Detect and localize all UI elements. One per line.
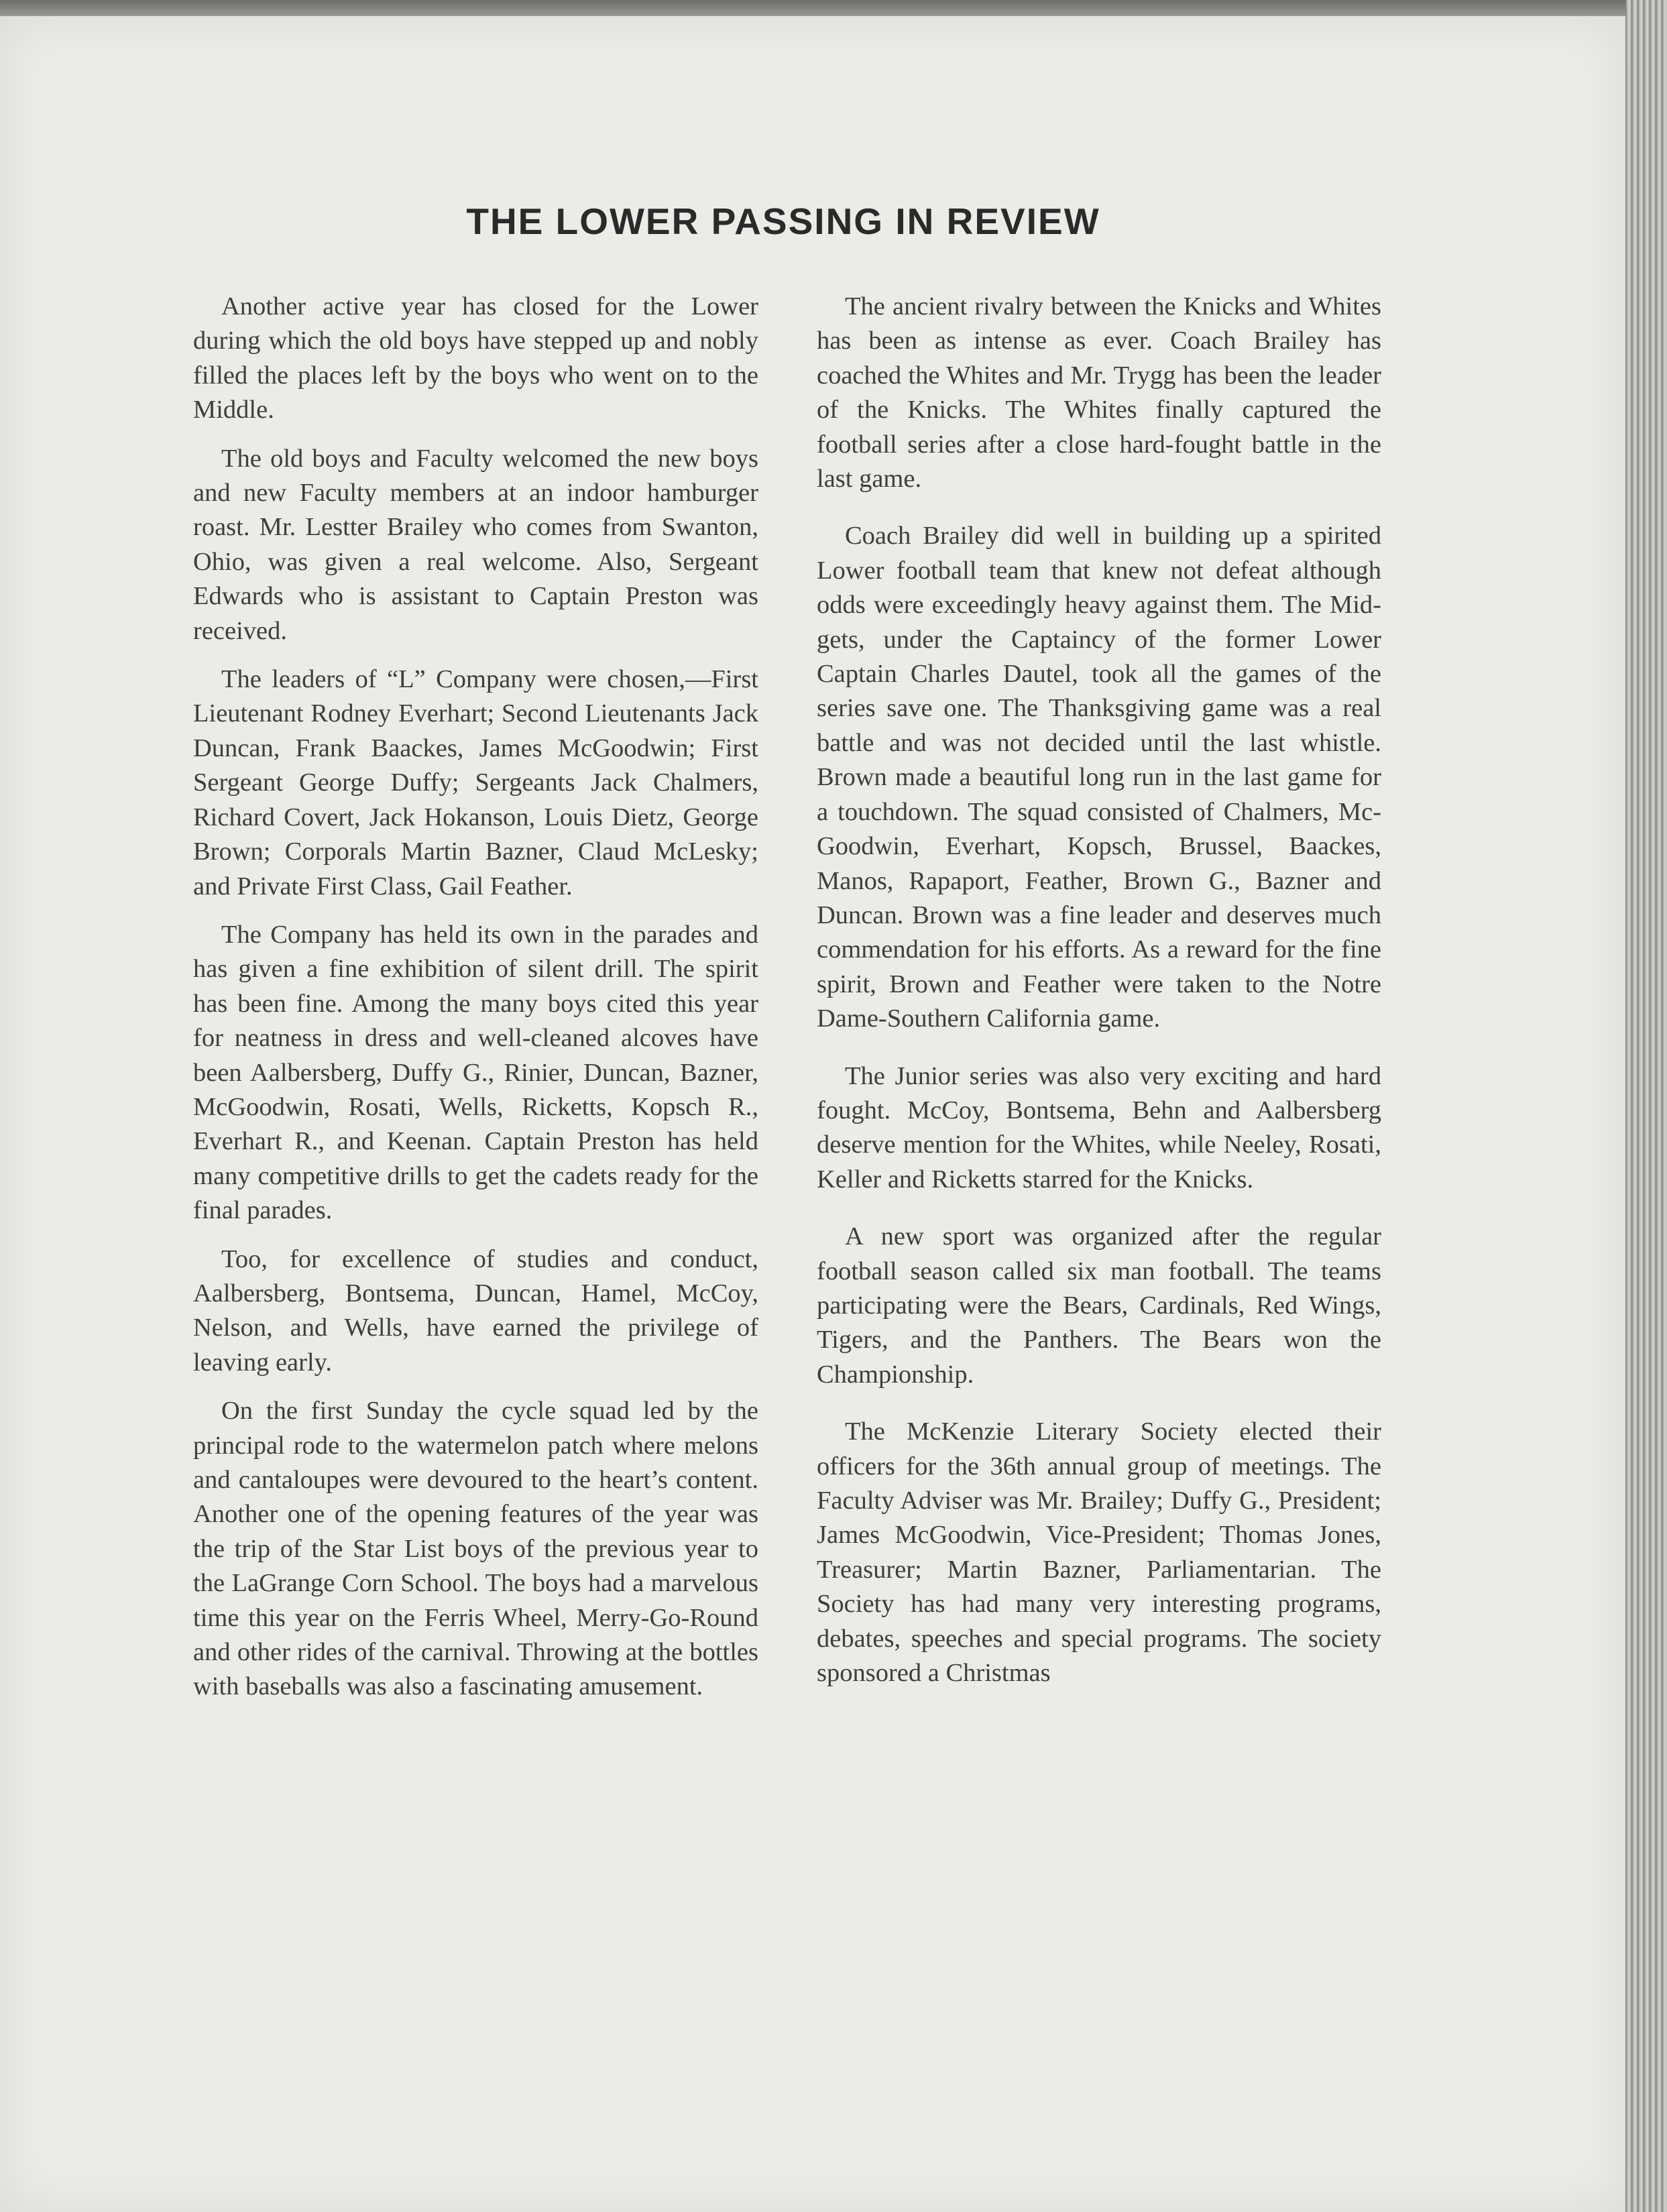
paragraph-company-drill: The Company has held its own in the parades and has given a fine exhibition of silent drill. The spirit has been fine. Among the many boys cited this year for neatness in dress and well-cleaned alcoves have been Aalbersberg, Duffy G., Rinier, Duncan, Bazner, McGoodwin, Rosati, Wells, Ricketts, Kopsch R., Everhart R., and Keenan. Captain Preston has held many competitive drills to get the cadets ready for the final parades. xyxy=(193,920,758,1225)
paragraph-six-man-football: A new sport was organized after the regular football season called six man football. The teams participating were the Bears, Cardinals, Red Wings, Tigers, and the Panthers. The Bears won the Championship. xyxy=(817,1222,1381,1389)
paragraph-hamburger-roast: The old boys and Faculty welcomed the new boys and new Faculty members at an indoor hamburger roast. Mr. Lestter Brailey who comes from Swanton, Ohio, was given a real welcome. Also, Sergeant Edwards who is assistant to Captain Preston was received. xyxy=(193,444,758,645)
right-column xyxy=(817,290,1381,1713)
page-title: THE LOWER PASSING IN REVIEW xyxy=(466,200,1100,242)
paragraph-welcome: Another active year has closed for the Lower during which the old boys have stepped up and nobly filled the places left by the boys who went on to the Middle. xyxy=(193,292,758,424)
page-stack-edge xyxy=(1625,0,1667,2212)
document-page xyxy=(0,16,1625,2212)
paragraph-rivalry: The ancient rivalry between the Knicks and Whites has been as intense as ever. Coach Brailey has coached the Whites and Mr. Trygg has been the leader of the Knicks. The Whites finally captured the football series after a close hard-fought battle in the last game. xyxy=(817,292,1381,493)
left-column xyxy=(193,290,758,1719)
paragraph-company-leaders: The leaders of “L” Company were chosen,—First Lieutenant Rodney Everhart; Second Lieutenants Jack Duncan, Frank Baackes, James McGoodwin; First Sergeant George Duffy; Sergeants Jack Chalmers, Richard Covert, Jack Hokanson, Louis Dietz, George Brown; Corporals Martin Bazner, Claud McLesky; and Private First Class, Gail Feather. xyxy=(193,665,758,900)
paragraph-literary-society: The McKenzie Literary Society elected their officers for the 36th annual group of meetings. The Faculty Adviser was Mr. Brailey; Duffy G., President; James McGoodwin, Vice-President; Thomas Jones, Treasurer; Martin Bazner, Parliamentarian. The Society has had many very interesting programs, debates, speeches and special programs. The society sponsored a Christmas xyxy=(817,1417,1381,1688)
paragraph-excellence: Too, for excellence of studies and conduct, Aalbersberg, Bontsema, Duncan, Hamel, McCoy, Nelson, and Wells, have earned the privilege of leaving early. xyxy=(193,1244,758,1377)
paragraph-football-team: Coach Brailey did well in building up a spirited Lower football team that knew not defeat although odds were exceedingly heavy against them. The Midgets, under the Captaincy of the former Lower Captain Charles Dautel, took all the games of the series save one. The Thanksgiving game was a real battle and was not decided until the last whistle. Brown made a beautiful long run in the last game for a touchdown. The squad consisted of Chalmers, McGoodwin, Everhart, Kopsch, Brussel, Baackes, Manos, Rapaport, Feather, Brown G., Bazner and Duncan. Brown was a fine leader and deserves much commendation for his efforts. As a reward for the fine spirit, Brown and Feather were taken to the Notre Dame-Southern California game. xyxy=(817,522,1381,1033)
page-top-edge xyxy=(0,0,1667,16)
paragraph-cycle-squad: On the first Sunday the cycle squad led by the principal rode to the watermelon patch where melons and cantaloupes were devoured to the heart’s content. Another one of the opening features of the year was the trip of the Star List boys of the previous year to the LaGrange Corn School. The boys had a marvelous time this year on the Ferris Wheel, Merry-Go-Round and other rides of the carnival. Throwing at the bottles with baseballs was also a fascinating amusement. xyxy=(193,1397,758,1701)
paragraph-junior-series: The Junior series was also very exciting and hard fought. McCoy, Bontsema, Behn and Aalbersberg deserve mention for the Whites, while Neeley, Rosati, Keller and Ricketts starred for the Knicks. xyxy=(817,1061,1381,1194)
